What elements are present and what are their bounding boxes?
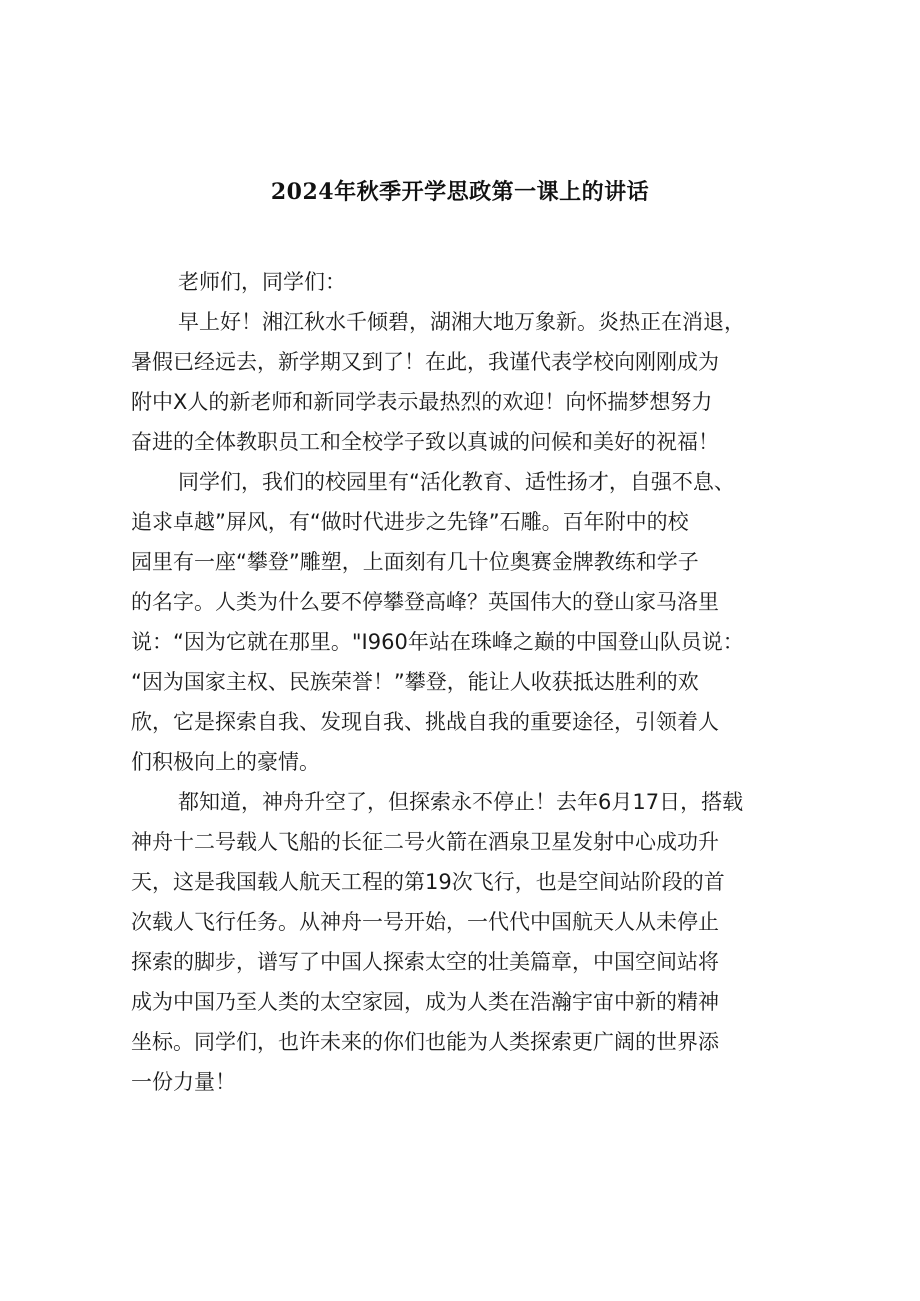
- text-line: 附中X人的新老师和新同学表示最热烈的欢迎！向怀揣梦想努力: [131, 390, 713, 414]
- text-line: 追求卓越”屏风，有“做时代进步之先锋”石雕。百年附中的校: [131, 510, 689, 534]
- text-line: 的名字。人类为什么要不停攀登高峰？英国伟大的登山家马洛里: [131, 590, 719, 614]
- document-body: [131, 302, 791, 1102]
- text-line: 坐标。同学们，也许未来的你们也能为人类探索更广阔的世界添: [131, 1030, 719, 1054]
- text-line: 探索的脚步，谱写了中国人探索太空的壮美篇章，中国空间站将: [131, 950, 719, 974]
- document-title: 2024年秋季开学思政第一课上的讲话: [270, 179, 650, 205]
- paragraph-2: [131, 462, 791, 782]
- text-line: 天，这是我国载人航天工程的第19次飞行，也是空间站阶段的首: [131, 870, 725, 894]
- text-line: 奋进的全体教职员工和全校学子致以真诚的问候和美好的祝福！: [131, 430, 719, 454]
- text-line: 说：“因为它就在那里。"I960年站在珠峰之巅的中国登山队员说：: [131, 630, 744, 654]
- text-line: 园里有一座“攀登”雕塑，上面刻有几十位奥赛金牌教练和学子: [131, 550, 699, 574]
- text-line: 暑假已经远去，新学期又到了！在此，我谨代表学校向刚刚成为: [131, 350, 719, 374]
- paragraph-1: [131, 302, 791, 462]
- text-line: 同学们，我们的校园里有“活化教育、适性扬才，自强不息、: [178, 470, 735, 494]
- salutation: 老师们，同学们：: [178, 270, 346, 294]
- text-line: 神舟十二号载人飞船的长征二号火箭在酒泉卫星发射中心成功升: [131, 830, 719, 854]
- text-line: 欣，它是探索自我、发现自我、挑战自我的重要途径，引领着人: [131, 710, 719, 734]
- paragraph-3: [131, 782, 791, 1102]
- text-line: 成为中国乃至人类的太空家园，成为人类在浩瀚宇宙中新的精神: [131, 990, 719, 1014]
- text-line: 早上好！湘江秋水千倾碧，湖湘大地万象新。炎热正在消退，: [178, 310, 745, 334]
- text-line: 一份力量！: [131, 1070, 236, 1094]
- text-line: 次载人飞行任务。从神舟一号开始，一代代中国航天人从未停止: [131, 910, 719, 934]
- text-line: 们积极向上的豪情。: [131, 750, 320, 774]
- text-line: “因为国家主权、民族荣誉！”攀登，能让人收获抵达胜利的欢: [131, 670, 699, 694]
- text-line: 都知道，神舟升空了，但探索永不停止！去年6月17日，搭载: [178, 790, 744, 814]
